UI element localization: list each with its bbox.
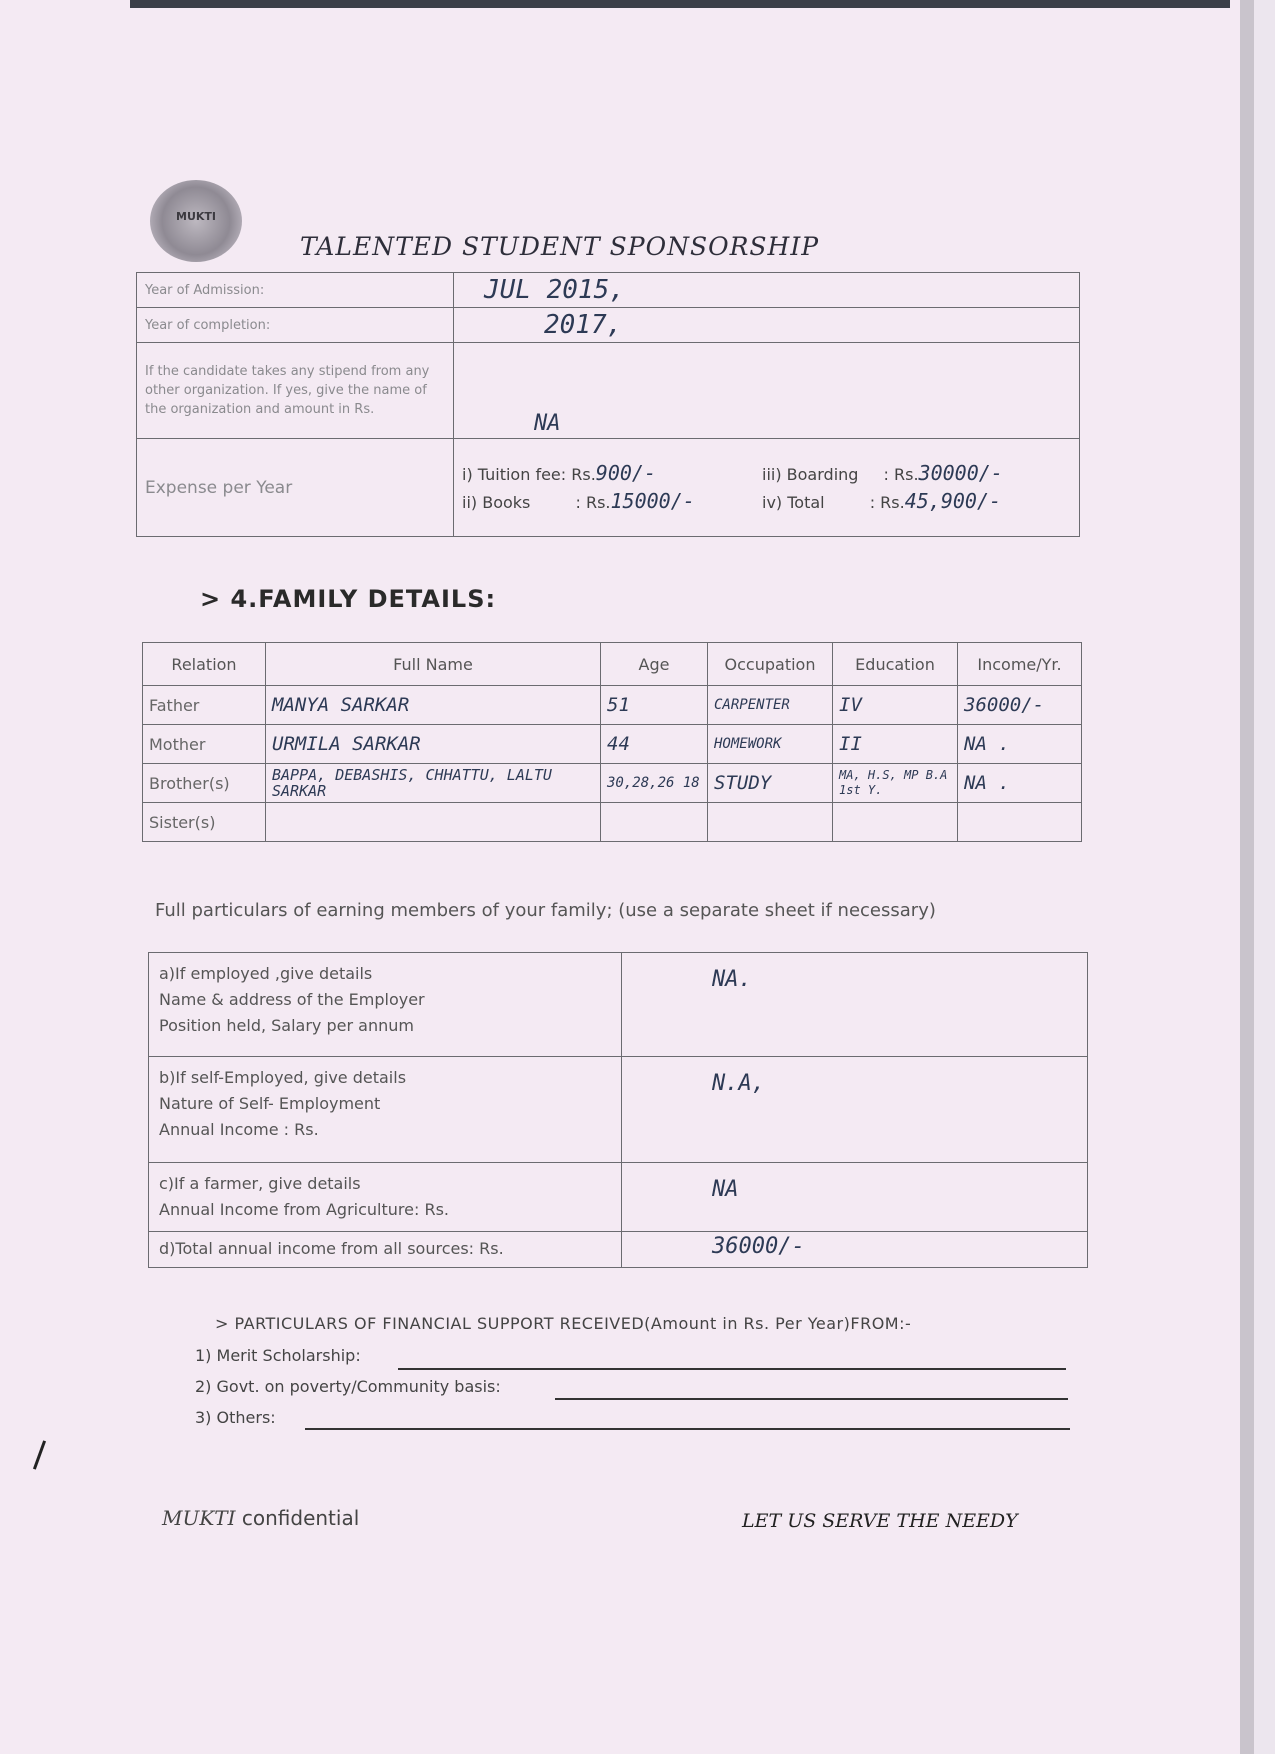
relation-cell: Father bbox=[143, 686, 266, 725]
total-value: 45,900/- bbox=[904, 488, 1002, 513]
year-of-admission-label: Year of Admission: bbox=[137, 273, 454, 308]
others-label: 3) Others: bbox=[195, 1408, 276, 1427]
earning-table bbox=[148, 952, 1088, 1268]
income-cell: NA . bbox=[958, 725, 1082, 764]
table-row bbox=[143, 764, 1082, 803]
question-cell bbox=[149, 1163, 622, 1232]
year-of-completion-label: Year of completion: bbox=[137, 308, 454, 343]
relation-cell: Brother(s) bbox=[143, 764, 266, 803]
col-relation: Relation bbox=[143, 643, 266, 686]
merit-scholarship-label: 1) Merit Scholarship: bbox=[195, 1346, 361, 1365]
mukti-logo bbox=[150, 180, 242, 262]
income-cell bbox=[958, 803, 1082, 842]
income-cell: NA . bbox=[958, 764, 1082, 803]
family-table bbox=[142, 642, 1082, 842]
pen-mark bbox=[33, 1440, 46, 1469]
table-row bbox=[143, 686, 1082, 725]
question-line: Annual Income : Rs. bbox=[159, 1120, 319, 1139]
relation-cell: Mother bbox=[143, 725, 266, 764]
table-row bbox=[149, 953, 1088, 1057]
govt-poverty-label: 2) Govt. on poverty/Community basis: bbox=[195, 1377, 501, 1396]
total-prefix: : Rs. bbox=[869, 492, 905, 512]
books-label: ii) Books bbox=[462, 492, 531, 512]
question-line: d)Total annual income from all sources: Rs. bbox=[159, 1239, 504, 1258]
name-cell: URMILA SARKAR bbox=[266, 725, 601, 764]
table-row bbox=[149, 1163, 1088, 1232]
financial-support-heading: > PARTICULARS OF FINANCIAL SUPPORT RECEIVED(Amount in Rs. Per Year)FROM:- bbox=[215, 1314, 912, 1333]
name-cell: MANYA SARKAR bbox=[266, 686, 601, 725]
answer-cell: NA. bbox=[622, 953, 1088, 1057]
boarding-prefix: : Rs. bbox=[883, 464, 919, 484]
education-cell bbox=[833, 803, 958, 842]
age-cell bbox=[601, 803, 708, 842]
question-line: Annual Income from Agriculture: Rs. bbox=[159, 1200, 449, 1219]
age-cell: 44 bbox=[601, 725, 708, 764]
col-occupation: Occupation bbox=[708, 643, 833, 686]
footer-motto: LET US SERVE THE NEEDY bbox=[742, 1510, 1018, 1532]
answer-cell: NA bbox=[622, 1163, 1088, 1232]
govt-poverty-field bbox=[555, 1398, 1068, 1400]
earning-members-intro: Full particulars of earning members of your family; (use a separate sheet if necessary) bbox=[155, 900, 936, 921]
name-cell bbox=[266, 803, 601, 842]
col-full-name: Full Name bbox=[266, 643, 601, 686]
col-income: Income/Yr. bbox=[958, 643, 1082, 686]
col-age: Age bbox=[601, 643, 708, 686]
col-education: Education bbox=[833, 643, 958, 686]
scan-edge bbox=[130, 0, 1230, 8]
tuition-value: 900/- bbox=[595, 460, 656, 485]
table-row bbox=[143, 803, 1082, 842]
footer-brand: MUKTI bbox=[162, 1506, 236, 1530]
question-line: c)If a farmer, give details bbox=[159, 1174, 361, 1193]
occupation-cell bbox=[708, 803, 833, 842]
stipend-value: NA bbox=[454, 343, 1080, 439]
boarding-label: iii) Boarding bbox=[762, 464, 859, 484]
stipend-label: If the candidate takes any stipend from any other organization. If yes, give the name of the organization and amount in Rs. bbox=[137, 343, 454, 439]
occupation-cell: HOMEWORK bbox=[708, 725, 833, 764]
question-cell bbox=[149, 953, 622, 1057]
books-prefix: : Rs. bbox=[575, 492, 611, 512]
occupation-cell: CARPENTER bbox=[708, 686, 833, 725]
age-cell: 51 bbox=[601, 686, 708, 725]
year-of-admission-value: JUL 2015, bbox=[454, 273, 1080, 308]
income-cell: 36000/- bbox=[958, 686, 1082, 725]
answer-cell: N.A, bbox=[622, 1057, 1088, 1163]
education-cell: IV bbox=[833, 686, 958, 725]
merit-scholarship-field bbox=[398, 1368, 1066, 1370]
question-line: Nature of Self- Employment bbox=[159, 1094, 381, 1113]
question-line: Position held, Salary per annum bbox=[159, 1016, 414, 1035]
name-cell: BAPPA, DEBASHIS, CHHATTU, LALTU SARKAR bbox=[266, 764, 601, 803]
education-cell: II bbox=[833, 725, 958, 764]
footer-confidential: confidential bbox=[235, 1506, 360, 1530]
books-value: 15000/- bbox=[610, 488, 695, 513]
question-line: a)If employed ,give details bbox=[159, 964, 373, 983]
expense-label: Expense per Year bbox=[137, 439, 454, 537]
question-cell bbox=[149, 1232, 622, 1268]
answer-cell: 36000/- bbox=[622, 1232, 1088, 1268]
relation-cell: Sister(s) bbox=[143, 803, 266, 842]
table-row bbox=[149, 1057, 1088, 1163]
form-title: TALENTED STUDENT SPONSORSHIP bbox=[300, 232, 820, 261]
expense-details bbox=[454, 439, 1080, 537]
tuition-label: i) Tuition fee: Rs. bbox=[462, 464, 596, 484]
question-cell bbox=[149, 1057, 622, 1163]
logo-text: MUKTI bbox=[176, 210, 216, 223]
others-field bbox=[305, 1428, 1070, 1430]
age-cell: 30,28,26 18 bbox=[601, 764, 708, 803]
question-line: b)If self-Employed, give details bbox=[159, 1068, 407, 1087]
question-line: Name & address of the Employer bbox=[159, 990, 425, 1009]
occupation-cell: STUDY bbox=[708, 764, 833, 803]
family-details-heading: > 4.FAMILY DETAILS: bbox=[200, 585, 497, 613]
admission-table bbox=[136, 272, 1080, 537]
education-cell: MA, H.S, MP B.A 1st Y. bbox=[833, 764, 958, 803]
year-of-completion-value: 2017, bbox=[454, 308, 1080, 343]
table-row bbox=[143, 725, 1082, 764]
footer-left bbox=[162, 1506, 359, 1530]
boarding-value: 30000/- bbox=[918, 460, 1003, 485]
total-label: iv) Total bbox=[762, 492, 825, 512]
table-row bbox=[149, 1232, 1088, 1268]
